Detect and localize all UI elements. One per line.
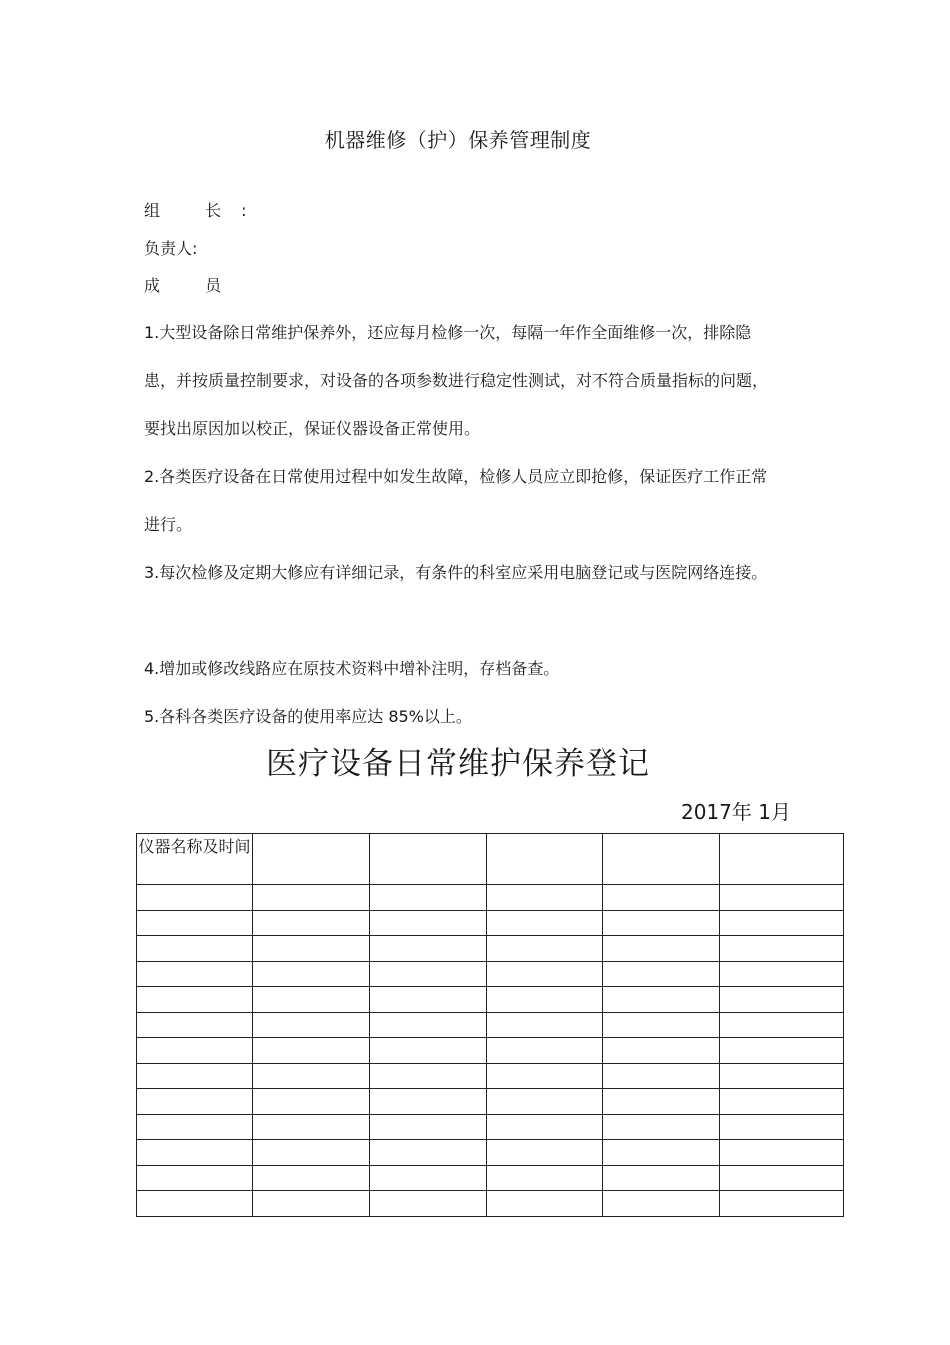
table-row (137, 910, 844, 936)
table-cell[interactable] (720, 987, 844, 1013)
table-row (137, 1089, 844, 1115)
header-cell[interactable] (253, 834, 370, 885)
header-cell-instrument-time: 仪器名称及时间 (137, 834, 253, 885)
table-cell[interactable] (370, 1140, 487, 1166)
table-cell[interactable] (603, 1114, 720, 1140)
paragraph-2: 2.各类医疗设备在日常使用过程中如发生故障，检修人员应立即抢修，保证医疗工作正常进行。 (144, 467, 768, 534)
table-cell[interactable] (603, 1038, 720, 1064)
table-cell[interactable] (487, 987, 603, 1013)
field-label: 负责人: (144, 239, 198, 258)
table-cell[interactable] (603, 1089, 720, 1115)
table-cell[interactable] (487, 885, 603, 911)
table-cell[interactable] (603, 1140, 720, 1166)
table-cell[interactable] (370, 1089, 487, 1115)
table-row (137, 1191, 844, 1217)
table-cell[interactable] (137, 885, 253, 911)
table-cell[interactable] (603, 885, 720, 911)
table-cell[interactable] (720, 1038, 844, 1064)
table-cell[interactable] (137, 1191, 253, 1217)
table-cell[interactable] (137, 936, 253, 962)
table-cell[interactable] (370, 910, 487, 936)
table-cell[interactable] (253, 1191, 370, 1217)
paragraph-5: 5.各科各类医疗设备的使用率应达 85%以上。 (144, 707, 472, 726)
table-cell[interactable] (253, 885, 370, 911)
field-responsible (144, 236, 197, 259)
paragraph-1: 1.大型设备除日常维护保养外，还应每月检修一次，每隔一年作全面维修一次，排除隐患，并按质量控制要求，对设备的各项参数进行稳定性测试，对不符合质量指标的问题，要找出原因加以校正，保证仪器设备正常使用。 (144, 323, 769, 438)
table-cell[interactable] (370, 1063, 487, 1089)
table-cell[interactable] (487, 1140, 603, 1166)
table-cell[interactable] (370, 1191, 487, 1217)
register-title: 医疗设备日常维护保养登记 (266, 746, 650, 782)
table-cell[interactable] (370, 961, 487, 987)
table-cell[interactable] (720, 1089, 844, 1115)
table-cell[interactable] (487, 1089, 603, 1115)
field-label: 成 员 (144, 276, 242, 295)
table-cell[interactable] (487, 1114, 603, 1140)
table-cell[interactable] (370, 1012, 487, 1038)
table-cell[interactable] (720, 1191, 844, 1217)
table-row (137, 1038, 844, 1064)
table-cell[interactable] (253, 987, 370, 1013)
table-row (137, 987, 844, 1013)
table-cell[interactable] (137, 1063, 253, 1089)
header-cell[interactable] (720, 834, 844, 885)
table-cell[interactable] (720, 910, 844, 936)
table-cell[interactable] (370, 1165, 487, 1191)
table-cell[interactable] (603, 961, 720, 987)
paragraph-4: 4.增加或修改线路应在原技术资料中增补注明，存档备查。 (144, 659, 560, 678)
table-cell[interactable] (253, 910, 370, 936)
table-cell[interactable] (253, 961, 370, 987)
table-cell[interactable] (603, 1191, 720, 1217)
table-cell[interactable] (720, 961, 844, 987)
table-cell[interactable] (370, 936, 487, 962)
table-cell[interactable] (253, 1165, 370, 1191)
table-row (137, 1165, 844, 1191)
header-cell[interactable] (487, 834, 603, 885)
table-cell[interactable] (137, 1012, 253, 1038)
table-cell[interactable] (603, 1063, 720, 1089)
table-cell[interactable] (137, 1038, 253, 1064)
table-cell[interactable] (137, 1114, 253, 1140)
table-cell[interactable] (487, 910, 603, 936)
table-cell[interactable] (137, 910, 253, 936)
table-cell[interactable] (137, 1089, 253, 1115)
table-cell[interactable] (720, 1063, 844, 1089)
table-row (137, 936, 844, 962)
paragraph-3: 3.每次检修及定期大修应有详细记录，有条件的科室应采用电脑登记或与医院网络连接。 (144, 563, 768, 582)
table-row (137, 1012, 844, 1038)
table-cell[interactable] (487, 1165, 603, 1191)
table-cell[interactable] (720, 1012, 844, 1038)
table-cell[interactable] (253, 1114, 370, 1140)
table-cell[interactable] (487, 1038, 603, 1064)
field-members (144, 273, 241, 296)
table-cell[interactable] (137, 1140, 253, 1166)
table-row (137, 885, 844, 911)
table-cell[interactable] (720, 885, 844, 911)
table-cell[interactable] (487, 1063, 603, 1089)
table-cell[interactable] (370, 1038, 487, 1064)
field-label: 组 长: (144, 201, 267, 220)
table-cell[interactable] (603, 910, 720, 936)
field-group-leader (144, 198, 266, 221)
header-cell[interactable] (603, 834, 720, 885)
table-cell[interactable] (253, 936, 370, 962)
table-cell[interactable] (603, 1012, 720, 1038)
table-cell[interactable] (603, 936, 720, 962)
table-row (137, 1063, 844, 1089)
table-cell[interactable] (487, 1191, 603, 1217)
table-cell[interactable] (253, 1140, 370, 1166)
table-cell[interactable] (137, 1165, 253, 1191)
table-cell[interactable] (487, 936, 603, 962)
table-cell[interactable] (137, 961, 253, 987)
table-header-row (137, 834, 844, 885)
table-cell[interactable] (253, 1012, 370, 1038)
table-row (137, 1140, 844, 1166)
table-row (137, 1114, 844, 1140)
table-cell[interactable] (253, 1038, 370, 1064)
table-cell[interactable] (253, 1063, 370, 1089)
table-cell[interactable] (370, 987, 487, 1013)
table-cell[interactable] (720, 1140, 844, 1166)
table-cell[interactable] (720, 936, 844, 962)
doc-title: 机器维修（护）保养管理制度 (324, 128, 592, 152)
register-table (136, 833, 844, 1217)
table-cell[interactable] (603, 1165, 720, 1191)
table-cell[interactable] (603, 987, 720, 1013)
table-cell[interactable] (487, 961, 603, 987)
table-cell[interactable] (720, 1165, 844, 1191)
table-cell[interactable] (370, 885, 487, 911)
table-cell[interactable] (370, 1114, 487, 1140)
table-cell[interactable] (253, 1089, 370, 1115)
table-cell[interactable] (720, 1114, 844, 1140)
table-row (137, 961, 844, 987)
table-cell[interactable] (487, 1012, 603, 1038)
register-date: 2017年 1月 (681, 800, 791, 824)
table-cell[interactable] (137, 987, 253, 1013)
header-cell[interactable] (370, 834, 487, 885)
